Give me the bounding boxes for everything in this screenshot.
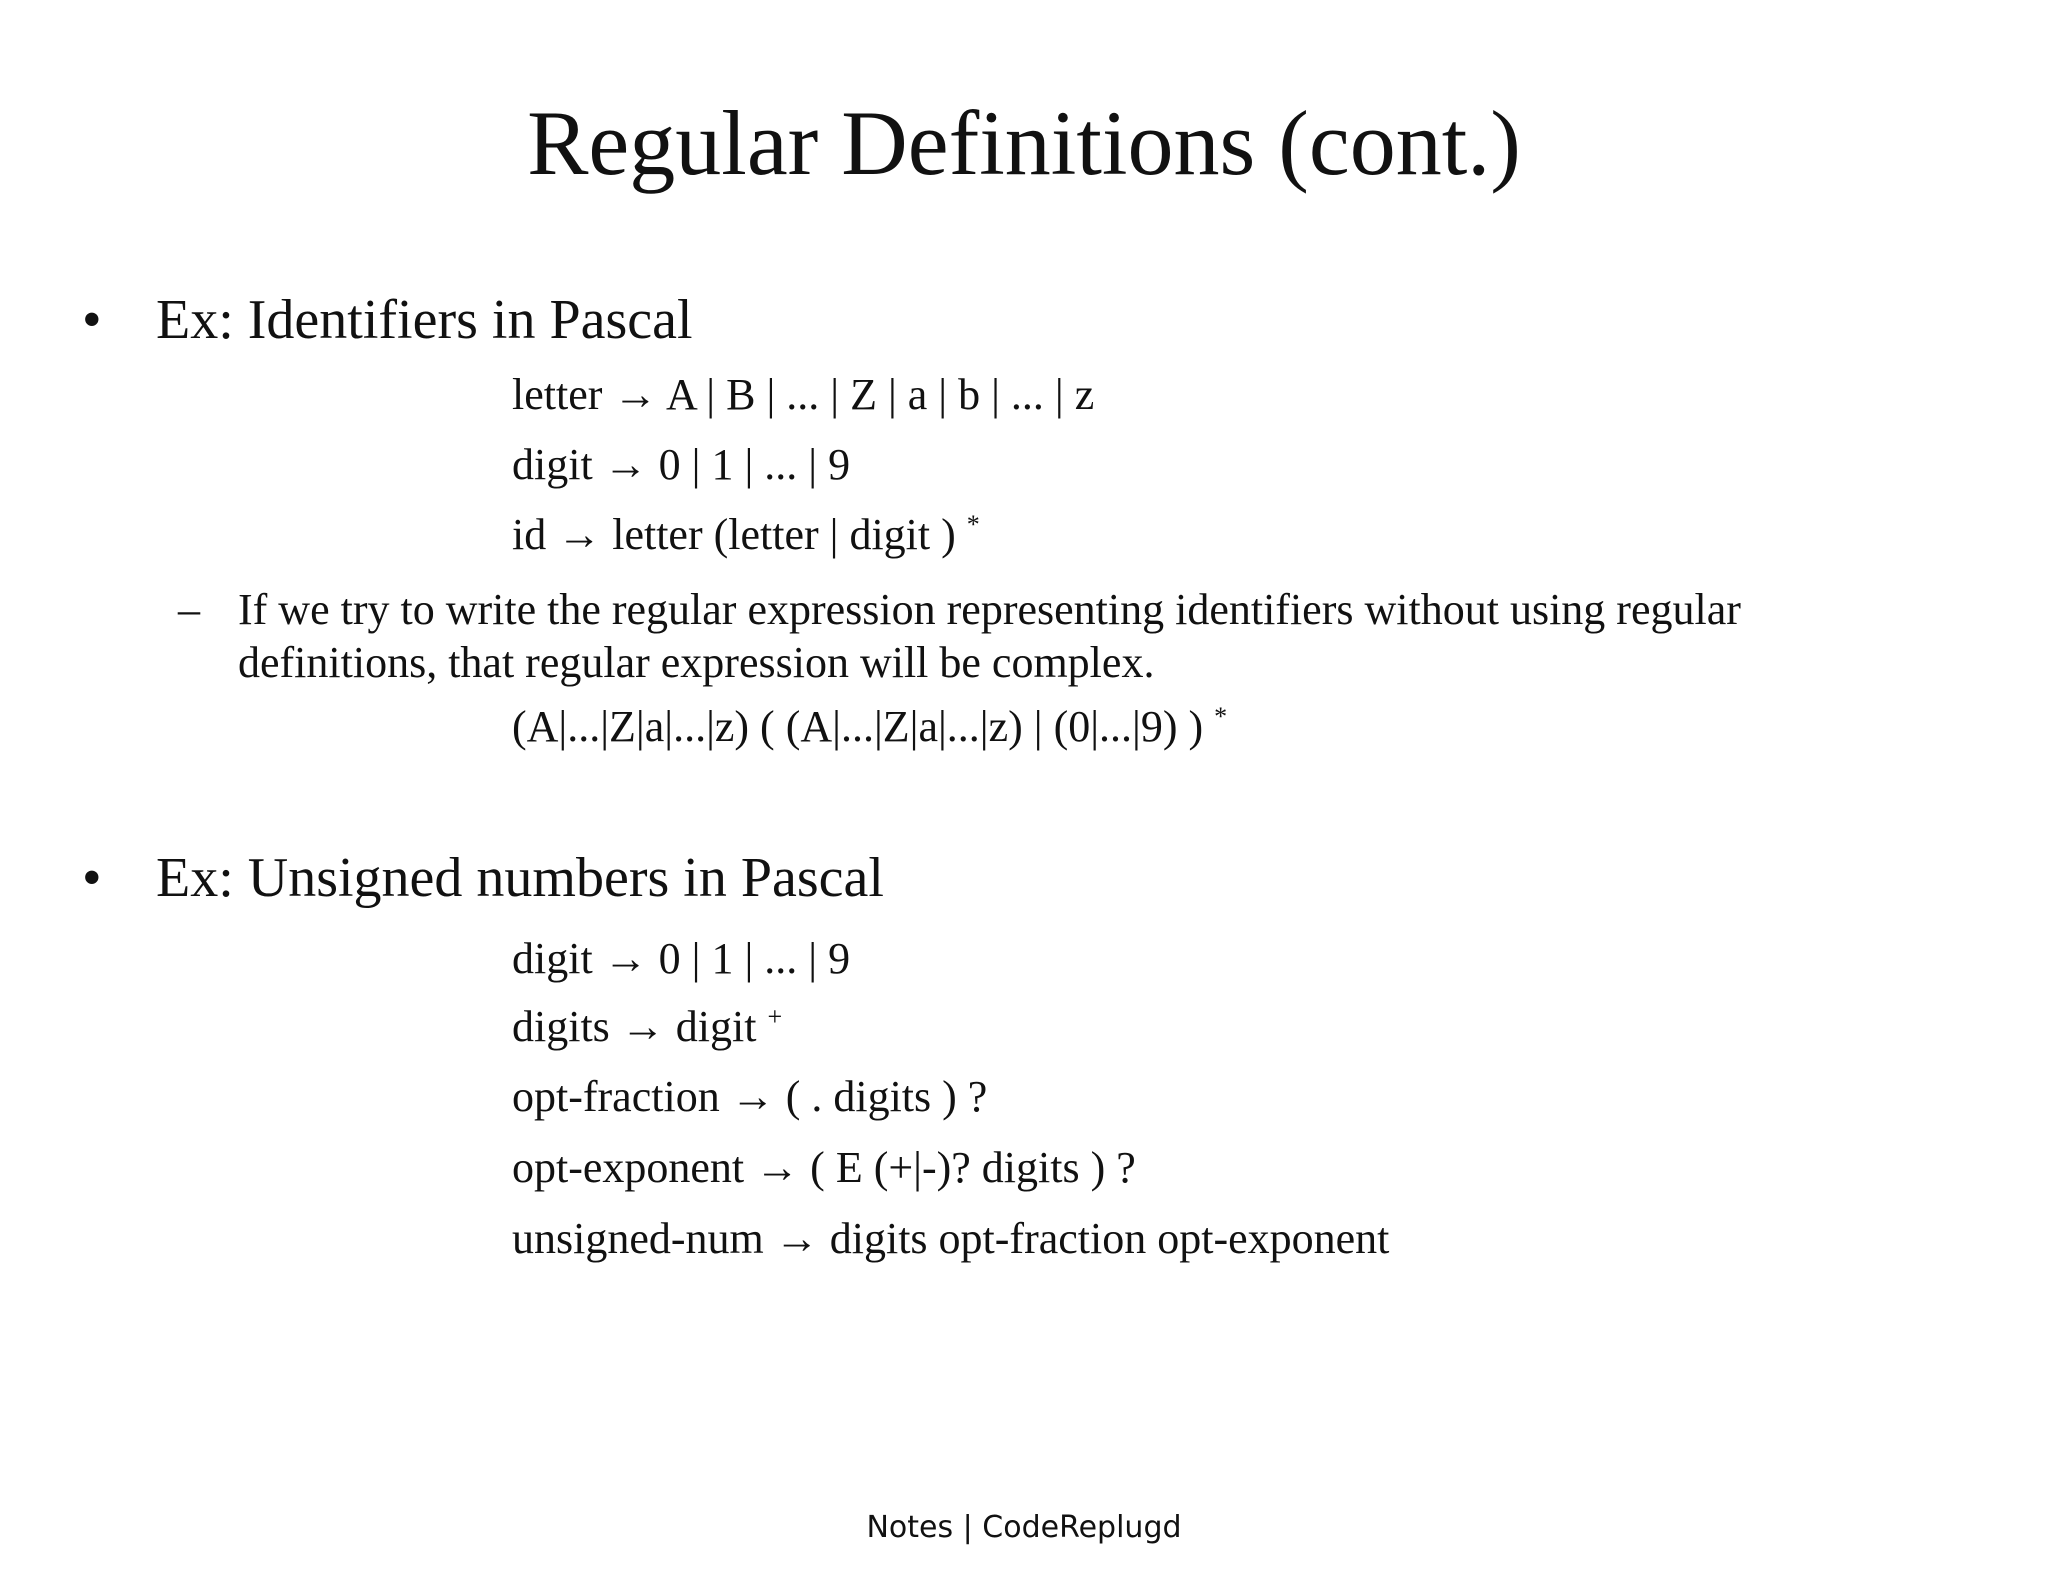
bullet-heading-unsigned-numbers: Ex: Unsigned numbers in Pascal	[156, 847, 884, 909]
bullet-dot: •	[82, 847, 102, 909]
definition-opt-fraction: opt-fraction → ( . digits ) ?	[512, 1072, 988, 1121]
definition-unsigned-num: unsigned-num → digits opt-fraction opt-exponent	[512, 1214, 1390, 1263]
definition-id: id → letter (letter | digit ) *	[512, 510, 980, 559]
bullet-unsigned-numbers	[82, 846, 884, 910]
note-text: If we try to write the regular expression representing identifiers without using regular definitions, that regular expression will be complex.	[238, 585, 1741, 687]
definition-digit: digit → 0 | 1 | ... | 9	[512, 440, 851, 489]
note-sub-bullet	[178, 583, 1878, 689]
definition-opt-exponent: opt-exponent → ( E (+|-)? digits ) ?	[512, 1143, 1136, 1192]
bullet-dot: •	[82, 289, 102, 351]
footer-watermark: Notes | CodeReplugd	[866, 1510, 1182, 1545]
definition-digits: digits → digit +	[512, 1002, 783, 1051]
dash-glyph: –	[178, 585, 200, 634]
bullet-heading-identifiers: Ex: Identifiers in Pascal	[156, 289, 693, 351]
expanded-regex: (A|...|Z|a|...|z) ( (A|...|Z|a|...|z) | (0|...|9) ) *	[512, 702, 1228, 751]
definition-letter: letter → A | B | ... | Z | a | b | ... | z	[512, 370, 1095, 419]
slide-title: Regular Definitions (cont.)	[527, 92, 1521, 194]
bullet-identifiers	[82, 288, 693, 352]
definition-digit-2: digit → 0 | 1 | ... | 9	[512, 934, 851, 983]
